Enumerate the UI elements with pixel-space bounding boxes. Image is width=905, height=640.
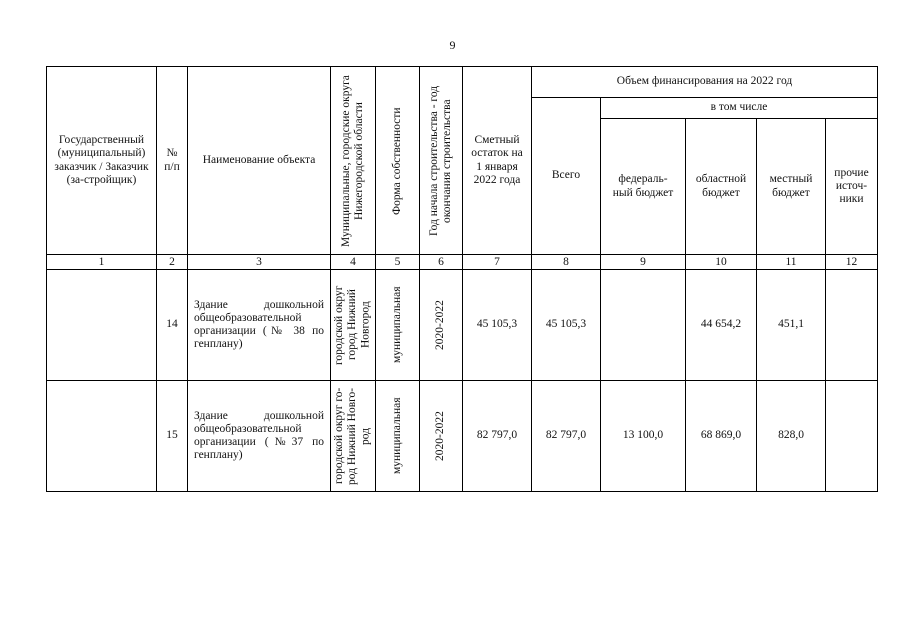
header-including <box>601 98 878 119</box>
column-number: 9 <box>601 255 686 270</box>
cell-local: 451,1 <box>757 270 826 381</box>
cell-other <box>826 381 878 492</box>
header-municipality-text: Муниципальные, городские округа Нижегородской области <box>339 74 365 247</box>
cell-remaining: 45 105,3 <box>463 270 532 381</box>
cell-years <box>420 270 463 381</box>
cell-ownership-text: муниципальная <box>390 286 403 364</box>
cell-municipality-text: городской округ го-род Нижний Новго-род <box>333 387 372 485</box>
header-funding-title-text: Объем финансирования на 2022 год <box>616 75 793 88</box>
header-object-name-text: Наименование объекта <box>202 153 316 166</box>
header-other-text: прочие источ-ники <box>834 166 869 206</box>
cell-local: 828,0 <box>757 381 826 492</box>
column-number: 11 <box>757 255 826 270</box>
column-number: 3 <box>188 255 331 270</box>
header-other <box>826 119 878 255</box>
financing-table <box>46 66 878 492</box>
column-number-row <box>47 255 878 270</box>
cell-total: 45 105,3 <box>532 270 601 381</box>
column-number: 6 <box>420 255 463 270</box>
cell-ownership <box>376 270 420 381</box>
cell-num: 14 <box>157 270 188 381</box>
column-number: 1 <box>47 255 157 270</box>
table-row <box>47 270 878 381</box>
header-num <box>157 67 188 255</box>
cell-ownership-text: муниципальная <box>390 397 403 475</box>
header-funding-title <box>532 67 878 98</box>
header-num-text: № п/п <box>164 147 180 173</box>
cell-other <box>826 270 878 381</box>
cell-years-text: 2020-2022 <box>434 300 447 350</box>
cell-years-text: 2020-2022 <box>434 411 447 461</box>
table-row <box>47 381 878 492</box>
header-ownership-text: Форма собственности <box>390 106 403 215</box>
cell-num: 15 <box>157 381 188 492</box>
header-regional <box>686 119 757 255</box>
header-federal <box>601 119 686 255</box>
header-remaining <box>463 67 532 255</box>
cell-federal <box>601 270 686 381</box>
cell-years <box>420 381 463 492</box>
header-customer <box>47 67 157 255</box>
column-number: 8 <box>532 255 601 270</box>
header-municipality <box>331 67 376 255</box>
cell-regional: 44 654,2 <box>686 270 757 381</box>
column-number: 5 <box>376 255 420 270</box>
header-object-name <box>188 67 331 255</box>
header-total-text: Всего <box>551 169 581 182</box>
cell-customer <box>47 381 157 492</box>
cell-municipality <box>331 381 376 492</box>
header-federal-text: федераль-ный бюджет <box>612 173 674 199</box>
column-number: 7 <box>463 255 532 270</box>
cell-remaining: 82 797,0 <box>463 381 532 492</box>
cell-regional: 68 869,0 <box>686 381 757 492</box>
column-number: 2 <box>157 255 188 270</box>
header-total <box>532 98 601 255</box>
cell-municipality-text: городской округ город Нижний Новгород <box>333 285 372 365</box>
header-customer-text: Государственный (муниципальный) заказчик / Заказчик (за-стройщик) <box>54 134 149 186</box>
header-years <box>420 67 463 255</box>
cell-municipality <box>331 270 376 381</box>
cell-federal: 13 100,0 <box>601 381 686 492</box>
header-including-text: в том числе <box>710 101 768 114</box>
column-number: 10 <box>686 255 757 270</box>
cell-total: 82 797,0 <box>532 381 601 492</box>
header-ownership <box>376 67 420 255</box>
header-remaining-text: Сметный остаток на 1 января 2022 года <box>471 134 523 186</box>
cell-object-name: Здание дошкольной общеобразовательной организации (№37 по генплану) <box>188 381 331 492</box>
cell-customer <box>47 270 157 381</box>
header-years-text: Год начала строительства - год окончания строительства <box>427 85 453 236</box>
cell-object-name: Здание дошкольной общеобразовательной организации (№ 38 по генплану) <box>188 270 331 381</box>
column-number: 12 <box>826 255 878 270</box>
column-number: 4 <box>331 255 376 270</box>
header-regional-text: областной бюджет <box>695 173 747 199</box>
header-local <box>757 119 826 255</box>
header-local-text: местный бюджет <box>769 173 813 199</box>
cell-ownership <box>376 381 420 492</box>
page-number: 9 <box>449 38 456 52</box>
